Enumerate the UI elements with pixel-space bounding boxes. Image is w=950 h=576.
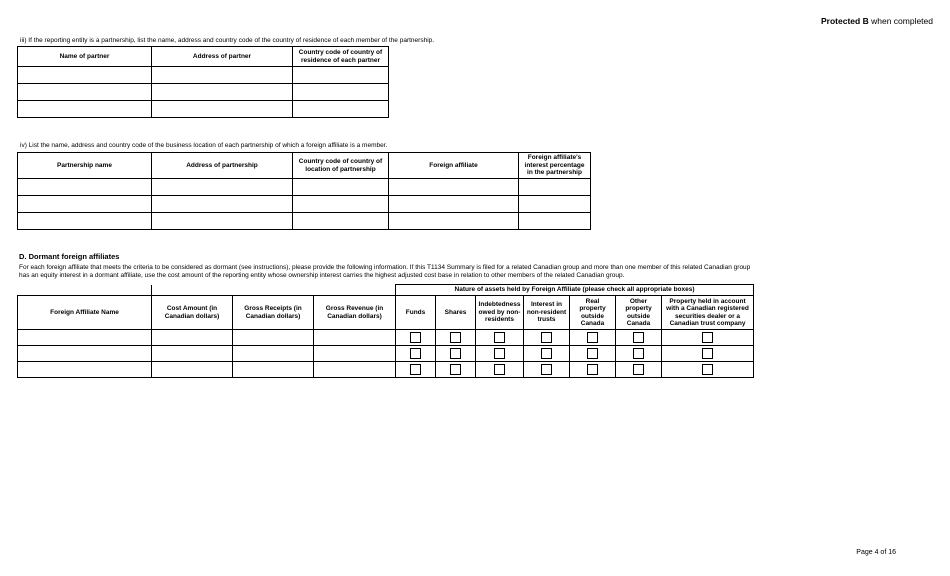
partner-country-code-field[interactable] (293, 101, 389, 118)
interest-percentage-field[interactable] (519, 179, 591, 196)
funds-checkbox[interactable] (410, 364, 421, 375)
trusts-checkbox[interactable] (541, 364, 552, 375)
table-row (18, 362, 754, 378)
affiliate-name-field[interactable] (18, 346, 152, 362)
partner-name-field[interactable] (18, 84, 152, 101)
gross-revenue-field[interactable] (314, 330, 396, 346)
column-header: Address of partner (152, 47, 293, 67)
partnership-name-field[interactable] (18, 179, 152, 196)
funds-checkbox[interactable] (410, 348, 421, 359)
securities-dealer-checkbox[interactable] (702, 348, 713, 359)
interest-percentage-field[interactable] (519, 213, 591, 230)
section-d-title: D. Dormant foreign affiliates (19, 252, 120, 261)
partner-name-field[interactable] (18, 67, 152, 84)
column-header: Foreign affiliate (389, 153, 519, 179)
table-row (18, 330, 754, 346)
partners-table (17, 46, 389, 118)
partner-address-field[interactable] (152, 67, 293, 84)
partner-address-field[interactable] (152, 84, 293, 101)
column-header: Funds (396, 296, 436, 330)
column-header: Indebtedness owed by non-residents (476, 296, 524, 330)
foreign-affiliate-field[interactable] (389, 196, 519, 213)
column-header: Gross Receipts (in Canadian dollars) (233, 296, 314, 330)
cost-amount-field[interactable] (152, 330, 233, 346)
partnership-address-field[interactable] (152, 179, 293, 196)
protected-b-label: Protected B when completed (821, 16, 933, 26)
table-row (18, 101, 389, 118)
partnership-country-code-field[interactable] (293, 213, 389, 230)
gross-receipts-field[interactable] (233, 362, 314, 378)
indebtedness-checkbox[interactable] (494, 348, 505, 359)
partner-country-code-field[interactable] (293, 67, 389, 84)
other-property-checkbox[interactable] (633, 364, 644, 375)
table-row (18, 67, 389, 84)
partner-address-field[interactable] (152, 101, 293, 118)
indebtedness-checkbox[interactable] (494, 332, 505, 343)
column-header: Real property outside Canada (570, 296, 616, 330)
column-header: Property held in account with a Canadian registered securities dealer or a Canadian trust company (662, 296, 754, 330)
partnerships-table (17, 152, 591, 230)
affiliate-name-field[interactable] (18, 330, 152, 346)
gross-revenue-field[interactable] (314, 362, 396, 378)
funds-checkbox[interactable] (410, 332, 421, 343)
real-property-checkbox[interactable] (587, 332, 598, 343)
column-header: Name of partner (18, 47, 152, 67)
column-header: Other property outside Canada (616, 296, 662, 330)
column-header: Gross Revenue (in Canadian dollars) (314, 296, 396, 330)
partnership-country-code-field[interactable] (293, 179, 389, 196)
shares-checkbox[interactable] (450, 348, 461, 359)
page-number: Page 4 of 16 (856, 549, 896, 556)
gross-receipts-field[interactable] (233, 346, 314, 362)
other-property-checkbox[interactable] (633, 332, 644, 343)
trusts-checkbox[interactable] (541, 332, 552, 343)
cost-amount-field[interactable] (152, 346, 233, 362)
interest-percentage-field[interactable] (519, 196, 591, 213)
real-property-checkbox[interactable] (587, 364, 598, 375)
column-header: Country code of country of residence of each partner (293, 47, 389, 67)
cost-amount-field[interactable] (152, 362, 233, 378)
column-header: Shares (436, 296, 476, 330)
partnership-name-field[interactable] (18, 196, 152, 213)
indebtedness-checkbox[interactable] (494, 364, 505, 375)
column-header: Cost Amount (in Canadian dollars) (152, 296, 233, 330)
securities-dealer-checkbox[interactable] (702, 332, 713, 343)
table-row (18, 84, 389, 101)
nature-of-assets-header: Nature of assets held by Foreign Affiliate (please check all appropriate boxes) (396, 285, 754, 296)
shares-checkbox[interactable] (450, 364, 461, 375)
gross-receipts-field[interactable] (233, 330, 314, 346)
partnership-address-field[interactable] (152, 196, 293, 213)
trusts-checkbox[interactable] (541, 348, 552, 359)
partnership-name-field[interactable] (18, 213, 152, 230)
other-property-checkbox[interactable] (633, 348, 644, 359)
table-row (18, 346, 754, 362)
securities-dealer-checkbox[interactable] (702, 364, 713, 375)
column-header: Partnership name (18, 153, 152, 179)
section-iii-instruction: iii) If the reporting entity is a partnership, list the name, address and country code of the country of residence of each member of the partnership. (20, 37, 435, 44)
foreign-affiliate-field[interactable] (389, 213, 519, 230)
section-d-paragraph: For each foreign affiliate that meets the criteria to be considered as dormant (see instructions), please provide the following information. If this T1134 Summary is filed for a related Canadian group and more than one member of this related Canadian group has an equity interest in a dormant affiliate, use the cost amount of the reporting entity whose ownership interest carries the highest adjusted cost base in relation to other members of the related Canadian group. (19, 264, 751, 280)
partnership-country-code-field[interactable] (293, 196, 389, 213)
partner-country-code-field[interactable] (293, 84, 389, 101)
table-row (18, 179, 591, 196)
table-row (18, 213, 591, 230)
section-iv-instruction: iv) List the name, address and country code of the business location of each partnership of which a foreign affiliate is a member. (20, 142, 388, 149)
shares-checkbox[interactable] (450, 332, 461, 343)
column-header: Address of partnership (152, 153, 293, 179)
affiliate-name-field[interactable] (18, 362, 152, 378)
foreign-affiliate-field[interactable] (389, 179, 519, 196)
column-header: Country code of country of location of partnership (293, 153, 389, 179)
gross-revenue-field[interactable] (314, 346, 396, 362)
column-header: Foreign Affiliate Name (18, 296, 152, 330)
partner-name-field[interactable] (18, 101, 152, 118)
dormant-affiliates-table (17, 284, 754, 378)
column-header: Interest in non-resident trusts (524, 296, 570, 330)
real-property-checkbox[interactable] (587, 348, 598, 359)
table-row (18, 196, 591, 213)
partnership-address-field[interactable] (152, 213, 293, 230)
column-header: Foreign affiliate's interest percentage in the partnership (519, 153, 591, 179)
